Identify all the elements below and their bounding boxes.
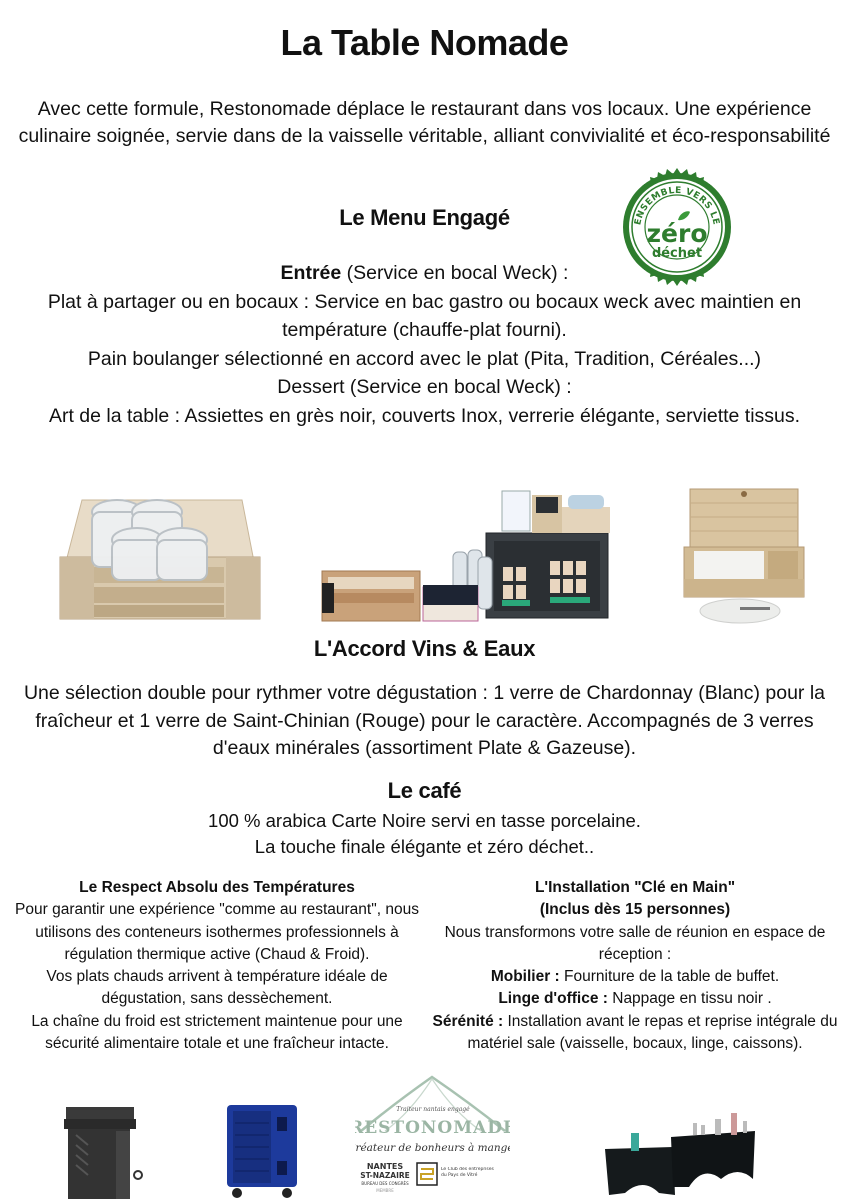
temperatures-section bbox=[8, 877, 426, 1055]
menu-line-pain: Pain boulanger sélectionné en accord avec le plat (Pita, Tradition, Céréales...) bbox=[87, 347, 762, 370]
installation-title: L'Installation "Clé en Main" bbox=[534, 879, 736, 896]
page-title: La Table Nomade bbox=[280, 22, 569, 63]
installation-item-label: Mobilier : bbox=[490, 968, 560, 986]
intro-paragraph: Avec cette formule, Restonomade déplace le restaurant dans vos locaux. Une expérience culinaire soignée, servie dans de la vaisselle véritable, alliant convivialité et éco-responsabilité bbox=[18, 98, 831, 147]
installation-item-text: Nappage en tissu noir . bbox=[607, 990, 772, 1008]
photo-buffet-tables bbox=[603, 1107, 761, 1199]
installation-subtitle: (Inclus dès 15 personnes) bbox=[539, 901, 731, 919]
installation-item-linge bbox=[428, 988, 842, 1010]
photo-black-trolley bbox=[58, 1105, 148, 1200]
installation-section bbox=[428, 877, 842, 1055]
temperatures-paragraph-2: Vos plats chauds arrivent à température idéale de dégustation, sans dessèchement. bbox=[46, 968, 388, 1008]
cafe-line-2: La touche finale élégante et zéro déchet.. bbox=[254, 836, 595, 857]
svg-text:zéro: zéro bbox=[646, 219, 708, 248]
photo-crate-jars bbox=[52, 482, 267, 627]
svg-text:ENSEMBLE VERS LE: ENSEMBLE VERS LE bbox=[633, 185, 721, 227]
restonomade-logo bbox=[355, 1073, 510, 1197]
installation-intro: Nous transformons votre salle de réunion en espace de réception : bbox=[444, 923, 826, 963]
photos-row bbox=[0, 470, 849, 630]
installation-item-text: Fourniture de la table de buffet. bbox=[559, 968, 780, 986]
cafe-paragraph bbox=[0, 808, 849, 860]
installation-item-serenite bbox=[428, 1011, 842, 1056]
photo-buffet-setup bbox=[318, 485, 618, 625]
menu-line-art-de-table: Art de la table : Assiettes en grès noir, couverts Inox, verrerie élégante, serviette tissus. bbox=[48, 404, 801, 427]
cafe-line-1: 100 % arabica Carte Noire servi en tasse porcelaine. bbox=[208, 810, 641, 831]
installation-item-mobilier bbox=[428, 966, 842, 988]
temperatures-title: Le Respect Absolu des Températures bbox=[79, 879, 355, 896]
menu-line-dessert: Dessert (Service en bocal Weck) : bbox=[277, 376, 572, 398]
svg-text:NANTES: NANTES bbox=[366, 1162, 404, 1171]
installation-item-label: Sérénité : bbox=[432, 1012, 504, 1030]
installation-item-label: Linge d'office : bbox=[498, 990, 608, 1008]
partner-club-vitre: Le Club des entreprises du Pays de Vitré bbox=[441, 1167, 494, 1178]
photo-blue-container bbox=[225, 1103, 303, 1200]
menu-list bbox=[10, 259, 839, 430]
temperatures-paragraph-1: Pour garantir une expérience "comme au restaurant", nous utilisons des conteneurs isothermes professionnels à régulation thermique active (Chaud & Froid). bbox=[15, 901, 419, 963]
cafe-section-title: Le café bbox=[387, 778, 462, 803]
menu-line-text: (Service en bocal Weck) : bbox=[341, 262, 569, 284]
bottom-images-row bbox=[0, 1085, 849, 1200]
svg-text:déchet: déchet bbox=[651, 246, 703, 261]
accord-section-title: L'Accord Vins & Eaux bbox=[313, 636, 536, 661]
svg-text:Créateur de bonheurs à manger: Créateur de bonheurs à manger bbox=[355, 1142, 510, 1154]
menu-section-title: Le Menu Engagé bbox=[339, 205, 510, 230]
installation-item-text: Installation avant le repas et reprise intégrale du matériel sale (vaisselle, bocaux, linge, caissons). bbox=[467, 1012, 838, 1053]
temperatures-paragraph-3: La chaîne du froid est strictement maintenue pour une sécurité alimentaire totale et une fraîcheur intacte. bbox=[31, 1012, 403, 1053]
accord-paragraph: Une sélection double pour rythmer votre dégustation : 1 verre de Chardonnay (Blanc) pour la fraîcheur et 1 verre de Saint-Chinian (Rouge) pour le caractère. Accompagnés de 3 verres d'eaux minérales (assortiment Plate & Gazeuse). bbox=[23, 682, 826, 759]
menu-line-label: Entrée bbox=[280, 262, 342, 284]
svg-text:MEMBRE: MEMBRE bbox=[376, 1188, 394, 1193]
menu-line-plat: Plat à partager ou en bocaux : Service en bac gastro ou bocaux weck avec maintien en température (chauffe-plat fourni). bbox=[47, 290, 802, 341]
svg-text:ST-NAZAIRE: ST-NAZAIRE bbox=[360, 1171, 410, 1180]
svg-text:RESTONOMADE: RESTONOMADE bbox=[355, 1118, 510, 1138]
photo-wooden-box-napkins bbox=[680, 485, 808, 625]
menu-line-entree bbox=[10, 259, 839, 288]
svg-text:Traiteur nantais engagé: Traiteur nantais engagé bbox=[396, 1106, 470, 1113]
svg-text:BUREAU DES CONGRÈS: BUREAU DES CONGRÈS bbox=[361, 1181, 409, 1186]
